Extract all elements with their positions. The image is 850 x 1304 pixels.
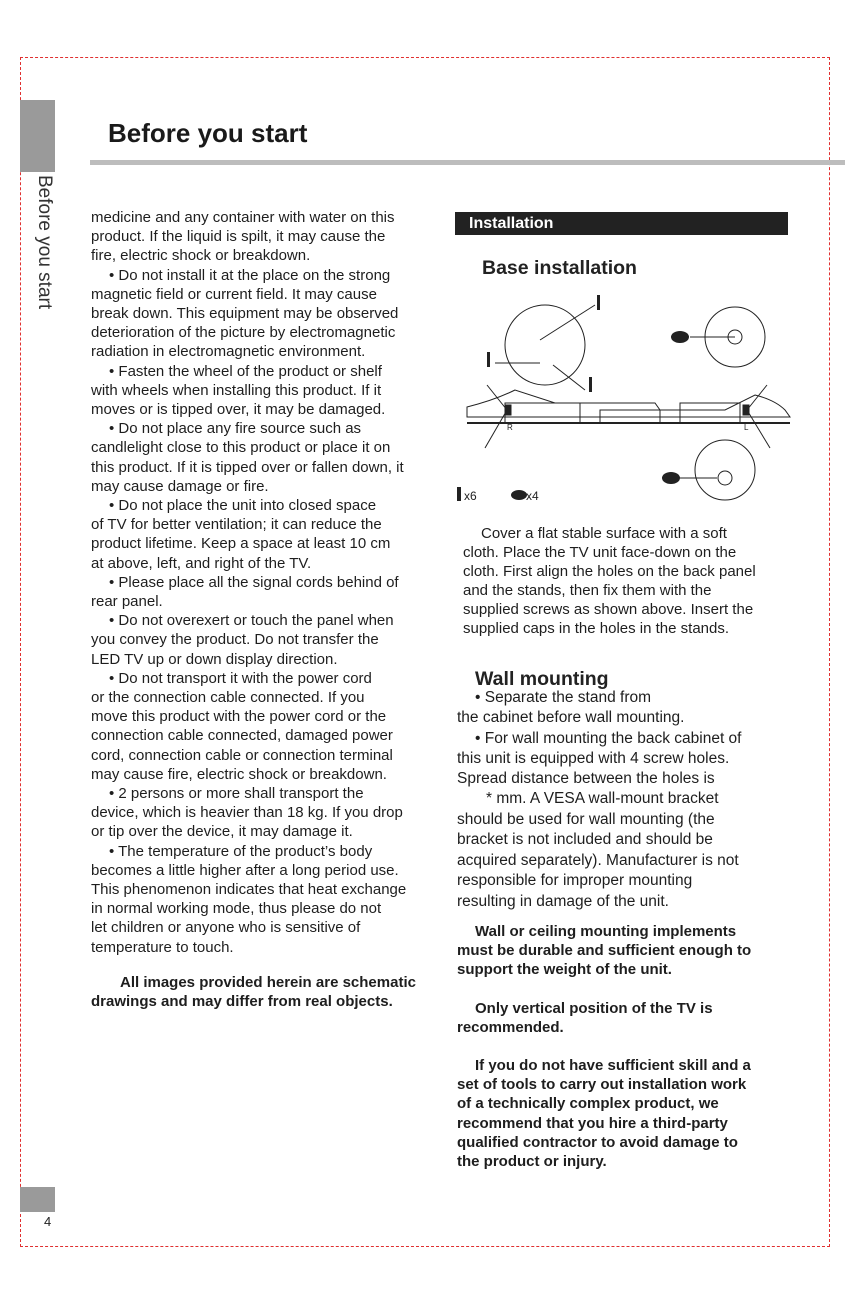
body-text-line: at above, left, and right of the TV. — [91, 554, 312, 572]
warning-text-line: Only vertical position of the TV is — [475, 1000, 713, 1017]
body-text-line: • The temperature of the product’s body — [109, 842, 373, 860]
body-text-line: you convey the product. Do not transfer the — [91, 631, 379, 649]
svg-text:R: R — [507, 423, 513, 432]
body-text-line: this product. If it is tipped over or fallen down, it — [91, 458, 404, 476]
base-installation-diagram — [455, 285, 795, 515]
body-text-line: becomes a little higher after a long period use. — [91, 861, 399, 879]
body-text-line: candlelight close to this product or place it on — [91, 439, 391, 457]
page-number: 4 — [44, 1214, 52, 1229]
body-text-line: • Please place all the signal cords behind of — [109, 573, 399, 591]
title-divider — [90, 160, 845, 165]
base-installation-text-line: supplied screws as shown above. Insert the — [463, 601, 754, 618]
svg-text:L: L — [744, 423, 749, 432]
warning-text-line: recommend that you hire a third-party — [457, 1114, 728, 1132]
body-text-line: of TV for better ventilation; it can reduce the — [91, 516, 382, 534]
screw-legend-icon — [457, 487, 461, 501]
base-installation-text-line: cloth. First align the holes on the back panel — [463, 563, 756, 580]
base-installation-heading: Base installation — [482, 257, 637, 279]
wall-mounting-text-line: * mm. A VESA wall-mount bracket — [486, 790, 719, 807]
body-text-line: • Do not install it at the place on the strong — [109, 266, 391, 284]
body-text-line: medicine and any container with water on this — [91, 209, 395, 226]
body-text-line: break down. This equipment may be observed — [91, 305, 399, 322]
wall-mounting-text-line: acquired separately). Manufacturer is not — [457, 852, 739, 869]
body-text-line: or the connection cable connected. If you — [91, 689, 365, 706]
body-text-line: product. If the liquid is spilt, it may cause the — [91, 228, 386, 246]
body-text-line: connection cable connected, damaged power — [91, 727, 393, 745]
svg-text:x6: x6 — [464, 489, 477, 503]
body-text-line: radiation in electromagnetic environment. — [91, 343, 366, 361]
warning-text-line: of a technically complex product, we — [457, 1095, 719, 1113]
body-text-line: fire, electric shock or breakdown. — [91, 247, 311, 265]
base-installation-text-line: cloth. Place the TV unit face-down on the — [463, 544, 737, 561]
body-text-line: • Do not overexert or touch the panel when — [109, 612, 394, 630]
body-text-line: let children or anyone who is sensitive of — [91, 919, 361, 937]
wall-mounting-text-line: the cabinet before wall mounting. — [457, 709, 685, 726]
base-installation-text-line: and the stands, then fix them with the — [463, 582, 712, 599]
page-title: Before you start — [108, 118, 308, 148]
svg-text:x4: x4 — [526, 489, 539, 503]
wall-mounting-text-line: • Separate the stand from — [475, 689, 652, 706]
tv-body — [467, 390, 790, 423]
body-text-line: • Do not transport it with the power cord — [109, 669, 372, 687]
body-text-line: may cause fire, electric shock or breakdown. — [91, 765, 387, 783]
body-text-line: cord, connection cable or connection terminal — [91, 746, 393, 764]
schematic-note-line: drawings and may differ from real objects. — [91, 993, 393, 1011]
side-tab-label: Before you start — [34, 175, 55, 310]
wall-mounting-text-line: resulting in damage of the unit. — [457, 893, 669, 910]
warning-text-line: recommended. — [457, 1019, 564, 1037]
installation-section-bar: Installation — [455, 212, 788, 235]
body-text-line: device, which is heavier than 18 kg. If you drop — [91, 804, 403, 822]
zoom-detail-screws — [505, 305, 585, 385]
wall-mounting-heading: Wall mounting — [475, 668, 609, 690]
base-installation-text-line: supplied caps in the holes in the stands. — [463, 620, 730, 637]
warning-text-line: support the weight of the unit. — [457, 961, 672, 979]
wall-mounting-text-line: responsible for improper mounting — [457, 872, 693, 889]
zoom-detail-cap-bottom — [695, 440, 755, 500]
body-text-line: • Fasten the wheel of the product or shelf — [109, 362, 382, 380]
warning-text-line: the product or injury. — [457, 1153, 607, 1170]
body-text-line: or tip over the device, it may damage it. — [91, 823, 353, 841]
body-text-line: in normal working mode, thus please do not — [91, 900, 382, 918]
warning-text-line: must be durable and sufficient enough to — [457, 942, 752, 960]
cap-icons — [662, 331, 689, 484]
body-text-line: • Do not place the unit into closed space — [109, 497, 377, 514]
warning-text-line: qualified contractor to avoid damage to — [457, 1133, 738, 1151]
body-text-line: LED TV up or down display direction. — [91, 650, 338, 668]
body-text-line: • 2 persons or more shall transport the — [109, 785, 364, 802]
body-text-line: temperature to touch. — [91, 938, 234, 956]
body-text-line: deterioration of the picture by electromagnetic — [91, 324, 396, 342]
schematic-note-line: All images provided herein are schematic — [120, 974, 416, 991]
wall-mounting-text-line: Spread distance between the holes is — [457, 770, 715, 787]
body-text-line: moves or is tipped over, it may be damaged. — [91, 401, 386, 418]
warning-text-line: If you do not have sufficient skill and a — [475, 1057, 751, 1074]
wall-mounting-text-line: this unit is equipped with 4 screw holes. — [457, 750, 730, 767]
screw-icons — [487, 295, 600, 392]
cap-legend-icon — [511, 490, 527, 500]
side-tab-marker — [20, 100, 55, 172]
body-text-line: move this product with the power cord or the — [91, 708, 387, 726]
wall-mounting-text-line: should be used for wall mounting (the — [457, 811, 715, 828]
wall-mounting-text-line: bracket is not included and should be — [457, 831, 713, 848]
warning-text-line: set of tools to carry out installation work — [457, 1076, 747, 1094]
body-text-line: magnetic field or current field. It may cause — [91, 285, 377, 303]
body-text-line: rear panel. — [91, 593, 163, 610]
body-text-line: with wheels when installing this product. If it — [91, 381, 382, 399]
footer-marker — [20, 1187, 55, 1212]
body-text-line: This phenomenon indicates that heat exchange — [91, 881, 407, 898]
warning-text-line: Wall or ceiling mounting implements — [475, 923, 737, 940]
base-installation-text-line: Cover a flat stable surface with a soft — [481, 525, 727, 542]
wall-mounting-text-line: • For wall mounting the back cabinet of — [475, 730, 742, 747]
body-text-line: • Do not place any fire source such as — [109, 420, 362, 438]
body-text-line: may cause damage or fire. — [91, 477, 269, 495]
body-text-line: product lifetime. Keep a space at least 10 cm — [91, 535, 391, 553]
